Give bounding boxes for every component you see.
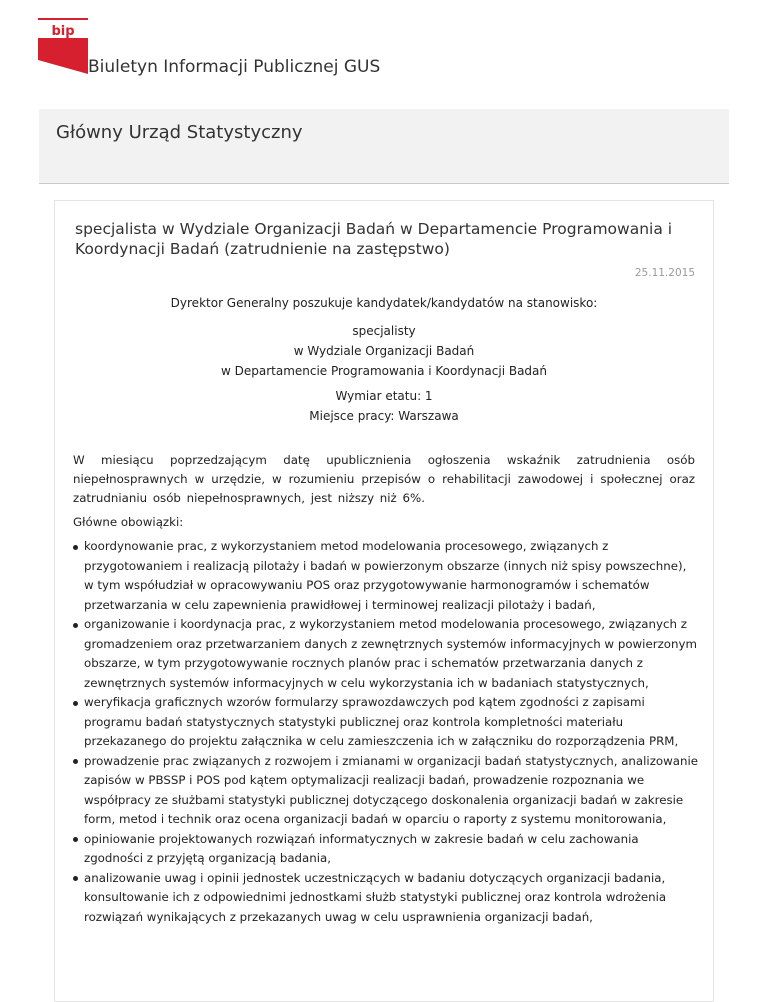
list-item — [73, 537, 699, 615]
duty-text: organizowanie i koordynacja prac, z wykorzystaniem metod modelowania procesowego, związanych z gromadzeniem oraz przetwarzaniem danych z zewnętrznych systemów informacyjnych w powierzonym obszarze, w tym przygotowywanie rocznych planów prac i schematów przetwarzania danych z zewnętrznych systemów informacyjnych w celu wykorzystania ich w badaniach statystycznych, — [84, 617, 697, 690]
bullet-icon — [73, 545, 78, 550]
bullet-icon — [73, 759, 78, 764]
list-item — [73, 615, 699, 693]
site-title[interactable]: Biuletyn Informacji Publicznej GUS — [88, 57, 381, 77]
site-header — [0, 0, 768, 100]
duty-text: analizowanie uwag i opinii jednostek uczestniczących w badaniu dotyczących organizacji badania, konsultowanie ich z odpowiednimi jednostkami służb statystyki publicznej oraz kontrola wdrożenia rozwiązań wynikających z przekazanych uwag w celu usprawnienia organizacji badań, — [84, 870, 667, 924]
position-block — [55, 321, 713, 381]
org-bar — [39, 109, 729, 184]
intro-block — [55, 293, 713, 313]
bullet-icon — [73, 876, 78, 881]
bullet-icon — [73, 623, 78, 628]
bullet-icon — [73, 701, 78, 706]
place-text: Miejsce pracy: Warszawa — [309, 409, 459, 423]
duty-text: koordynowanie prac, z wykorzystaniem metod modelowania procesowego, związanych z przygotowaniem i realizacją pilotaży i badań w powierzonym obszarze (innych niż spisy powszechne), w tym współudział w opracowywaniu POS oraz przygotowywanie harmonogramów i schematów przetwarzania w celu zapewnienia prawidłowej i terminowej realizacji pilotaży i badań, — [84, 539, 687, 612]
duty-text: prowadzenie prac związanych z rozwojem i zmianami w organizacji badań statystycznych, analizowanie zapisów w PBSSP i POS pod kątem optymalizacji realizacji badań, prowadzenie rozpoznania we współpracy ze służbami statystyki publicznej dotyczącego doskonalenia organizacji badań w zakresie form, metod i technik oraz ocena organizacji badań w oparciu o raporty z systemu monitorowania, — [84, 753, 698, 826]
article-title: specjalista w Wydziale Organizacji Badań w Departamencie Programowania i Koordynacji Badań (zatrudnienie na zastępstwo) — [75, 220, 673, 258]
duties-heading: Główne obowiązki: — [73, 515, 184, 529]
bullet-icon — [73, 837, 78, 842]
position-line: specjalisty — [352, 324, 416, 338]
article-card — [54, 200, 714, 1002]
job-details — [55, 386, 713, 426]
list-item — [73, 693, 699, 752]
article-date: 25.11.2015 — [634, 267, 695, 279]
bip-logo-text: bip — [51, 24, 75, 39]
disability-note: W miesiącu poprzedzającym datę upublicznienia ogłoszenia wskaźnik zatrudnienia osób niepełnosprawnych w urzędzie, w rozumieniu przepisów o rehabilitacji zawodowej i społecznej oraz zatrudnianiu osób niepełnosprawnych, jest niższy niż 6%. — [73, 453, 695, 505]
duty-text: opiniowanie projektowanych rozwiązań informatycznych w zakresie badań w celu zachowania zgodności z przyjętą organizacją badania, — [84, 831, 639, 865]
position-line: w Wydziale Organizacji Badań — [293, 344, 475, 358]
duty-text: weryfikacja graficznych wzorów formularzy sprawozdawczych pod kątem zgodności z zapisami programu badań statystycznych statystyki publicznej oraz kontrola kompletności materiału przekazanego do projektu załącznika w celu zamieszczenia ich w załączniku do rozporządzenia PRM, — [84, 695, 679, 748]
intro-text: Dyrektor Generalny poszukuje kandydatek/kandydatów na stanowisko: — [170, 296, 598, 310]
list-item — [73, 752, 699, 830]
bip-logo-icon[interactable] — [38, 18, 88, 74]
org-name[interactable]: Główny Urząd Statystyczny — [56, 122, 303, 143]
list-item — [73, 869, 699, 928]
duties-list — [73, 537, 699, 927]
etat-text: Wymiar etatu: 1 — [335, 389, 433, 403]
list-item — [73, 830, 699, 869]
position-line: w Departamencie Programowania i Koordynacji Badań — [220, 364, 547, 378]
